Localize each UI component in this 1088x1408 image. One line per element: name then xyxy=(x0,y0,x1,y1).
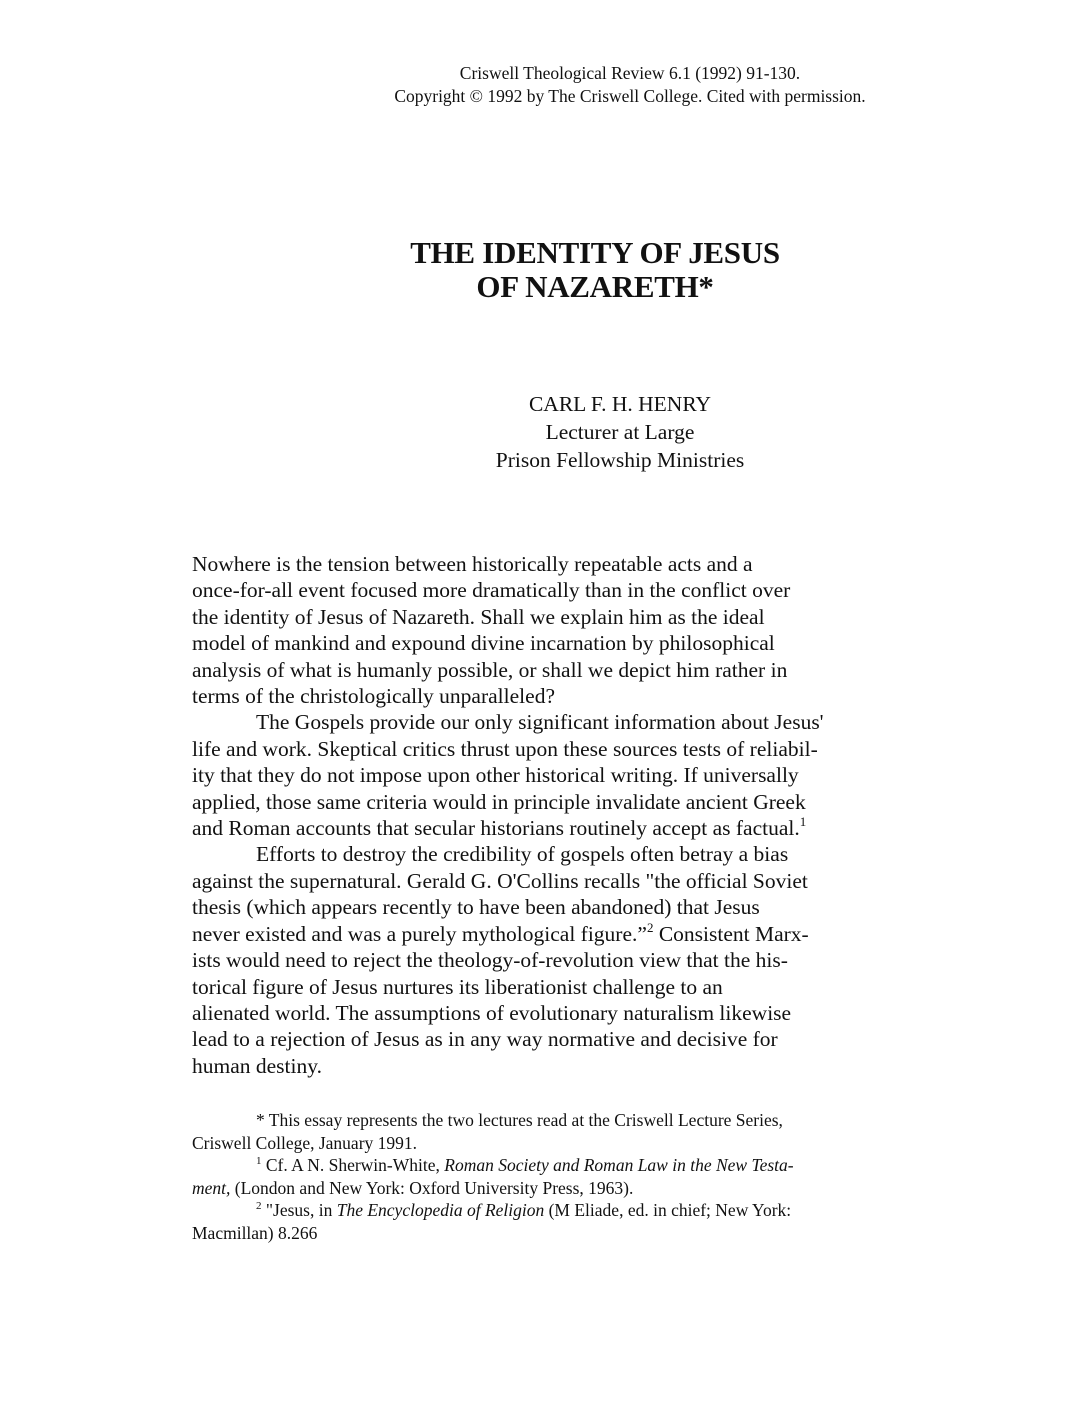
body-line: Efforts to destroy the credibility of gospels often betray a bias xyxy=(256,842,789,867)
footnote-1: $^1$ Cf. A N. Sherwin-White, Roman Society and Roman Law in the New Testa- xyxy=(256,1155,794,1176)
footnote-ref-2[interactable]: 2 xyxy=(646,919,654,935)
footnote-2-title: The Encyclopedia of Religion xyxy=(336,1200,545,1221)
body-line: life and work. Skeptical critics thrust upon these sources tests of reliabil- xyxy=(192,736,818,761)
body-line: terms of the christologically unparalleled? xyxy=(192,684,555,709)
body-line: applied, those same criteria would in principle invalidate ancient Greek xyxy=(192,789,806,814)
journal-citation: Criswell Theological Review 6.1 (1992) 91-130. xyxy=(459,63,801,83)
footnote-1-title: Roman Society and Roman Law in the New Testa- xyxy=(444,1155,794,1176)
author-name: CARL F. H. HENRY xyxy=(528,392,712,416)
author-role: Lecturer at Large xyxy=(545,420,695,444)
body-line: alienated world. The assumptions of evolutionary naturalism likewise xyxy=(192,1000,792,1025)
footnote-2-cont: Macmillan) 8.266 xyxy=(192,1222,318,1243)
footnote-star-cont: Criswell College, January 1991. xyxy=(192,1132,418,1153)
body-line: the identity of Jesus of Nazareth. Shall we explain him as the ideal xyxy=(192,604,765,629)
footnote-2-mark: 2 xyxy=(256,1200,262,1213)
body-line-with-footnote xyxy=(192,815,872,841)
body-line: human destiny. xyxy=(192,1053,322,1078)
footnotes xyxy=(192,1109,872,1245)
body-line: model of mankind and expound divine incarnation by philosophical xyxy=(192,631,775,656)
body-line: once-for-all event focused more dramatically than in the conflict over xyxy=(192,578,791,603)
body-line: The Gospels provide our only significant information about Jesus' xyxy=(256,710,824,735)
body-line-text: never existed and was a purely mythological figure.” xyxy=(192,921,647,946)
footnote-star: * This essay represents the two lectures read at the Criswell Lecture Series, xyxy=(256,1110,783,1130)
title-line-2: OF NAZARETH* xyxy=(476,269,714,304)
author-organization: Prison Fellowship Ministries xyxy=(495,448,745,472)
body-line: against the supernatural. Gerald G. O'Collins recalls "the official Soviet xyxy=(192,868,808,893)
body-line-text: and Roman accounts that secular historians routinely accept as factual. xyxy=(192,816,800,841)
footnote-2: $^2$ "Jesus, in The Encyclopedia of Religion (M Eliade, ed. in chief; New York: xyxy=(256,1200,792,1221)
author-block xyxy=(420,390,820,474)
footnote-ref-1[interactable]: 1 xyxy=(799,814,807,830)
article-body xyxy=(192,551,872,1079)
footnote-1-cont: ment, (London and New York: Oxford University Press, 1963). xyxy=(192,1177,634,1198)
footnote-1-title-cont: ment, xyxy=(192,1177,231,1198)
body-line: torical figure of Jesus nurtures its liberationist challenge to an xyxy=(192,974,723,999)
body-line: Nowhere is the tension between historically repeatable acts and a xyxy=(192,552,753,576)
journal-header xyxy=(300,62,960,108)
body-line: lead to a rejection of Jesus as in any way normative and decisive for xyxy=(192,1027,778,1052)
body-line: thesis (which appears recently to have been abandoned) that Jesus xyxy=(192,895,760,920)
body-line: analysis of what is humanly possible, or shall we depict him rather in xyxy=(192,657,788,682)
article-title xyxy=(340,236,850,304)
body-line-text: Consistent Marx- xyxy=(653,921,809,946)
body-line-with-footnote xyxy=(192,921,872,947)
body-line: ity that they do not impose upon other historical writing. If universally xyxy=(192,763,799,788)
title-line-1: THE IDENTITY OF JESUS xyxy=(410,235,780,270)
footnote-1-mark: 1 xyxy=(256,1155,262,1168)
copyright-notice: Copyright © 1992 by The Criswell College. Cited with permission. xyxy=(394,86,866,106)
body-line: ists would need to reject the theology-of-revolution view that the his- xyxy=(192,948,788,973)
